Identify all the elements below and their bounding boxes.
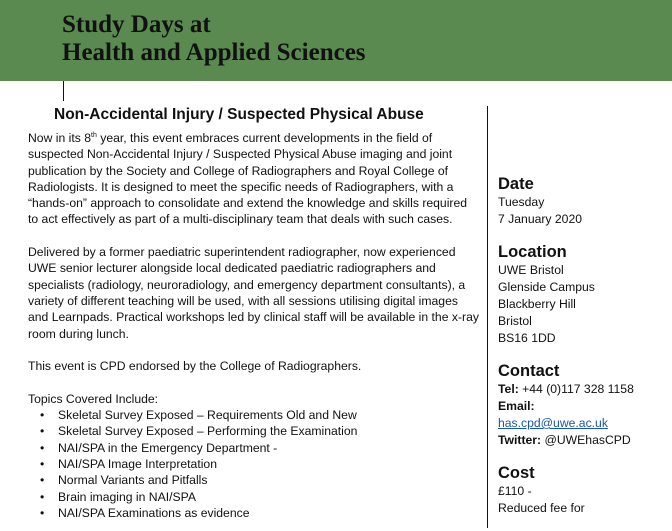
cost-note: Reduced fee for [498,501,585,515]
location-line: UWE Bristol [498,263,564,277]
location-line: Glenside Campus [498,280,595,294]
topics-label: Topics Covered Include: [28,391,159,406]
cost-value: £110 - [498,484,532,498]
bullet-icon: • [40,505,45,520]
contact-phone: Tel: +44 (0)117 328 1158 [498,382,634,396]
topic-item: • Normal Variants and Pitfalls [40,473,208,488]
banner-title-line-1: Study Days at [62,11,211,38]
location-heading: Location [498,243,567,261]
cost-heading: Cost [498,464,535,482]
topic-item: • NAI/SPA Examinations as evidence [40,505,250,520]
intro-paragraph: Now in its 8th year, this event embraces current developments in the field of suspected Non-Accidental Injury / Suspected Physical Abuse imaging and joint publication by the Society and College of Radiographers and Royal College of Radiologists. It is designed to meet the specific needs of Radiographers, with a “hands-on” approach to consolidate and extend the knowledge and skills required to act effectively as part of a multi-disciplinary team that deals with such cases. [28,131,468,227]
topic-item: • NAI/SPA Image Interpretation [40,456,217,471]
banner-title-line-2: Health and Applied Sciences [62,39,366,66]
contact-email-label: Email: [498,399,535,413]
topic-item: • Brain imaging in NAI/SPA [40,489,196,504]
event-details-sidebar [498,174,668,531]
date-heading: Date [498,175,534,193]
bullet-icon: • [40,473,45,488]
contact-section [498,361,668,449]
location-line: Blackberry Hill [498,297,576,311]
location-postcode: BS16 1DD [498,331,556,345]
bullet-icon: • [40,408,45,423]
cpd-paragraph: This event is CPD endorsed by the College of Radiographers. [28,359,362,374]
date-section [498,174,668,228]
cost-section [498,463,668,517]
contact-email-link[interactable]: has.cpd@uwe.ac.uk [498,416,608,430]
delivery-paragraph: Delivered by a former paediatric superintendent radiographer, now experienced UWE senior lecturer alongside local dedicated paediatric radiographers and specialists (radiology, neuroradiology, and emergency department consultants), a variety of different teaching will be used, with all sessions utilising digital images and Learnpads. Practical workshops led by clinical staff will be available in the x-ray room during lunch. [28,245,479,341]
bullet-icon: • [40,456,45,471]
location-line: Bristol [498,314,532,328]
topic-item: • Skeletal Survey Exposed – Performing the Examination [40,424,358,439]
event-description [28,130,480,521]
topics-list [28,407,480,521]
contact-heading: Contact [498,362,560,380]
date-day: Tuesday [498,195,545,209]
topic-item: • NAI/SPA in the Emergency Department - [40,440,278,455]
location-section [498,242,668,347]
column-divider [487,106,488,528]
topic-item: • Skeletal Survey Exposed – Requirements Old and New [40,408,357,423]
date-value: 7 January 2020 [498,212,583,226]
bullet-icon: • [40,424,45,439]
contact-twitter: Twitter: @UWEhasCPD [498,433,631,447]
bullet-icon: • [40,440,45,455]
header-banner [0,0,672,81]
bullet-icon: • [40,489,45,504]
event-title: Non-Accidental Injury / Suspected Physical Abuse [54,106,424,123]
header-tick-line [63,81,64,101]
